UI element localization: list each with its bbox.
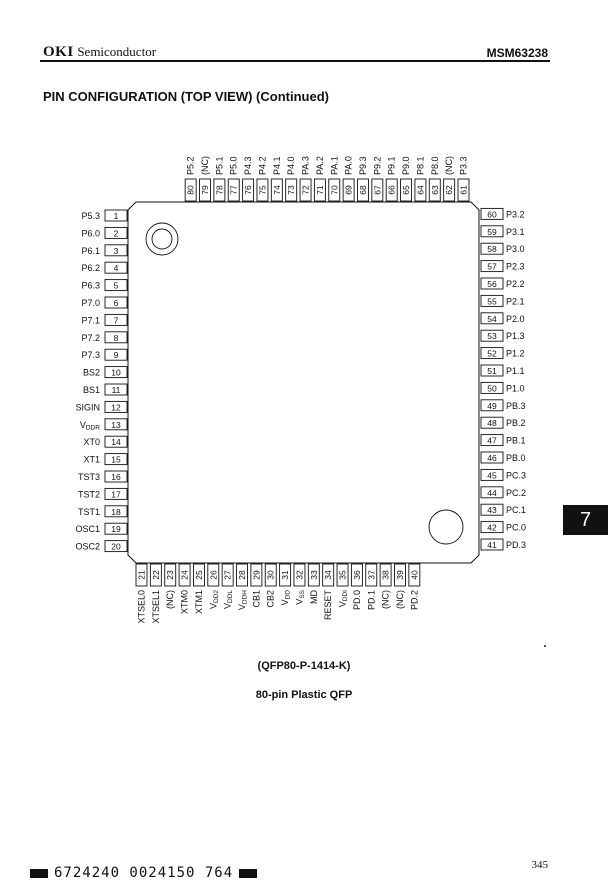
pin-name-16: TST3 (77, 472, 100, 482)
pin-name-33: MD (308, 590, 319, 604)
pin-number-31: 31 (280, 570, 291, 580)
pin-name-39: (NC) (394, 590, 405, 609)
pin-name-68: P9.3 (357, 156, 368, 175)
pin1-mark-inner (152, 229, 172, 249)
pin-name-69: PA.0 (343, 156, 354, 175)
pin-number-44: 44 (487, 487, 497, 498)
pin-number-76: 76 (243, 185, 254, 195)
pin-name-12: SIGIN (75, 402, 100, 413)
page-number: 345 (531, 859, 548, 871)
pin-name-37: PD.1 (366, 590, 377, 611)
pin-number-2: 2 (113, 228, 119, 239)
pin-number-80: 80 (185, 185, 196, 195)
pin-number-19: 19 (111, 524, 121, 535)
pin-number-6: 6 (113, 298, 119, 308)
pin-name-79: (NC) (200, 156, 211, 175)
brand-name: Semiconductor (77, 44, 157, 59)
pin-number-27: 27 (222, 570, 233, 580)
pin-name-49: PB.3 (506, 400, 526, 411)
pin-name-3: P6.1 (81, 245, 100, 256)
pin-name-73: P4.0 (286, 156, 297, 175)
pin-name-78: P5.1 (214, 156, 225, 175)
pin-name-66: P9.1 (386, 156, 397, 175)
pin-name-45: PC.3 (506, 470, 527, 481)
pin-number-48: 48 (487, 418, 497, 429)
pin-name-76: P4.3 (243, 156, 254, 175)
pin-name-47: PB.1 (506, 435, 526, 446)
pin-name-13: VDDR (79, 419, 100, 432)
pin-number-24: 24 (179, 570, 190, 580)
pin-number-4: 4 (113, 263, 119, 274)
pin-name-52: P1.2 (506, 348, 525, 359)
pin-name-29: CB1 (251, 590, 262, 608)
pin-name-55: P2.1 (506, 296, 525, 307)
pin-number-59: 59 (487, 226, 497, 237)
package-body (128, 202, 479, 563)
pin-number-29: 29 (251, 570, 262, 580)
pin-name-50: P1.0 (506, 383, 525, 394)
pin-number-28: 28 (237, 570, 248, 580)
pin-number-72: 72 (300, 185, 311, 195)
pin-name-64: P8.1 (415, 156, 426, 175)
pin-number-3: 3 (113, 245, 119, 256)
pin-name-23: (NC) (165, 590, 176, 609)
part-number: MSM63238 (486, 46, 548, 60)
page-title: PIN CONFIGURATION (TOP VIEW) (Continued) (43, 89, 329, 104)
pin-number-55: 55 (487, 296, 497, 307)
pin-name-38: (NC) (380, 590, 391, 609)
pin-number-16: 16 (111, 472, 121, 482)
pin-name-25: XTM1 (193, 590, 204, 615)
pin-name-30: CB2 (265, 590, 276, 608)
pin-number-11: 11 (111, 385, 121, 395)
pin-name-74: P4.1 (271, 156, 282, 175)
pin-name-54: P2.0 (506, 313, 525, 324)
pin-number-71: 71 (314, 185, 325, 195)
pin-name-17: TST2 (77, 489, 100, 500)
pin-name-41: PD.3 (506, 540, 527, 550)
pin-name-1: P5.3 (81, 211, 100, 221)
pin-number-37: 37 (366, 570, 377, 580)
pin-number-30: 30 (265, 570, 276, 580)
pin-name-53: P1.3 (506, 331, 525, 342)
pin-name-80: P5.2 (185, 156, 196, 175)
pin-number-9: 9 (113, 350, 119, 361)
pin-number-58: 58 (487, 244, 497, 255)
section-tab: 7 (563, 505, 608, 535)
pin-name-61: P3.3 (458, 156, 469, 175)
pin-number-8: 8 (113, 332, 119, 343)
pin-number-65: 65 (401, 185, 412, 195)
pin-number-15: 15 (111, 454, 121, 465)
pin-name-46: PB.0 (506, 453, 526, 463)
pin-name-8: P7.2 (81, 332, 100, 343)
pin-number-78: 78 (214, 185, 225, 195)
pin-number-12: 12 (111, 402, 121, 413)
pin-name-20: OSC2 (75, 541, 100, 552)
pin-number-33: 33 (308, 570, 319, 580)
pin-name-18: TST1 (77, 506, 100, 517)
footer-code (30, 865, 257, 881)
pin-number-56: 56 (487, 279, 497, 289)
pin-name-28: VDDH (237, 590, 249, 611)
pin-number-43: 43 (487, 505, 497, 516)
pin-number-13: 13 (111, 419, 121, 430)
pin-number-14: 14 (111, 437, 121, 448)
pin-name-75: P4.2 (257, 156, 268, 175)
footer-block-left (30, 869, 48, 878)
pin-name-26: VDD2 (208, 590, 220, 610)
pin-name-71: PA.2 (314, 156, 325, 175)
package-description: 80-pin Plastic QFP (255, 689, 353, 701)
pin-name-72: PA.3 (300, 156, 311, 175)
pin-number-39: 39 (394, 570, 405, 580)
pin-number-20: 20 (111, 541, 121, 552)
pin-name-58: P3.0 (506, 244, 525, 255)
pin-number-34: 34 (323, 570, 334, 580)
pin-number-21: 21 (136, 570, 147, 580)
pin-number-22: 22 (150, 570, 161, 580)
pin-number-52: 52 (487, 348, 497, 359)
pin-number-70: 70 (329, 185, 340, 195)
pin-name-65: P9.0 (401, 156, 412, 175)
pin-name-62: (NC) (444, 156, 455, 175)
pin-name-60: P3.2 (506, 209, 525, 220)
pin-name-6: P7.0 (81, 298, 100, 308)
pin-name-21: XTSEL0 (136, 590, 147, 624)
pin-number-23: 23 (165, 570, 176, 580)
pin-number-35: 35 (337, 570, 348, 580)
pin-number-46: 46 (487, 453, 497, 463)
pin-number-25: 25 (193, 570, 204, 580)
pin-number-74: 74 (271, 185, 282, 195)
pin-number-64: 64 (415, 185, 426, 195)
pin-name-42: PC.0 (506, 522, 527, 533)
pin-number-63: 63 (429, 185, 440, 195)
pin-name-40: PD.2 (409, 590, 420, 611)
pin-name-48: PB.2 (506, 418, 526, 429)
pin-name-22: XTSEL1 (150, 590, 161, 624)
pin-name-15: XT1 (83, 454, 100, 465)
pin-number-50: 50 (487, 383, 497, 394)
pin-number-77: 77 (228, 185, 239, 195)
pin-number-32: 32 (294, 570, 305, 580)
pin-name-63: P8.0 (429, 156, 440, 175)
pin-number-26: 26 (208, 570, 219, 580)
package-code: (QFP80-P-1414-K) (257, 660, 351, 672)
pin-name-19: OSC1 (75, 524, 100, 535)
pin-name-27: VDDL (222, 590, 235, 610)
pin-number-62: 62 (444, 185, 455, 195)
pin-number-42: 42 (487, 522, 497, 533)
pin-number-40: 40 (409, 570, 420, 580)
pin-number-1: 1 (113, 211, 119, 221)
pin-name-10: BS2 (82, 367, 100, 378)
pin-name-5: P6.3 (81, 280, 100, 291)
pin-number-10: 10 (111, 367, 121, 378)
stray-dot (544, 645, 546, 647)
pin-name-9: P7.3 (81, 350, 100, 361)
pin-number-54: 54 (487, 313, 497, 324)
pin-number-79: 79 (200, 185, 211, 195)
footer-block-right (239, 869, 257, 878)
pin-name-59: P3.1 (506, 226, 525, 237)
pin-number-69: 69 (343, 185, 354, 195)
pin-number-17: 17 (111, 489, 121, 500)
pin-name-35: VDDI (337, 590, 350, 608)
pin-name-36: PD.0 (351, 590, 362, 611)
pin-name-31: VDD (280, 590, 292, 606)
pin-number-7: 7 (113, 315, 119, 326)
footer-barcode-text: 6724240 0024150 764 (54, 865, 234, 881)
pin-name-57: P2.3 (506, 261, 525, 272)
pin-number-60: 60 (487, 209, 497, 220)
pin-number-47: 47 (487, 435, 497, 446)
pin-name-14: XT0 (83, 437, 100, 448)
pin-number-49: 49 (487, 400, 497, 411)
pin-name-32: VSS (294, 590, 306, 605)
pin-name-67: P9.2 (372, 156, 383, 175)
pin-number-45: 45 (487, 470, 497, 481)
pin-number-18: 18 (111, 506, 121, 517)
pin-name-7: P7.1 (81, 315, 100, 326)
pin-name-77: P5.0 (228, 156, 239, 175)
pin-number-68: 68 (357, 185, 368, 195)
index-mark (429, 510, 463, 544)
pin-number-73: 73 (286, 185, 297, 195)
pin-number-61: 61 (458, 185, 469, 195)
pin-number-66: 66 (386, 185, 397, 195)
pin-name-70: PA.1 (329, 156, 340, 175)
pin-number-57: 57 (487, 261, 497, 272)
pin-number-75: 75 (257, 185, 268, 195)
pin-number-67: 67 (372, 185, 383, 195)
pin-name-56: P2.2 (506, 279, 525, 289)
pin-name-51: P1.1 (506, 366, 525, 376)
pin1-mark-outer (146, 223, 178, 255)
pin-number-5: 5 (113, 280, 119, 291)
pin-name-2: P6.0 (81, 228, 100, 239)
brand-logo: OKI (43, 44, 74, 60)
pin-number-36: 36 (351, 570, 362, 580)
pin-name-24: XTM0 (179, 590, 190, 615)
pin-number-53: 53 (487, 331, 497, 342)
pin-name-43: PC.1 (506, 505, 527, 516)
pin-number-38: 38 (380, 570, 391, 580)
pin-number-41: 41 (487, 540, 497, 550)
pin-name-34: RESET (323, 590, 334, 621)
pin-name-11: BS1 (82, 385, 100, 395)
pin-name-44: PC.2 (506, 487, 527, 498)
pin-name-4: P6.2 (81, 263, 100, 274)
pin-number-51: 51 (487, 366, 497, 376)
